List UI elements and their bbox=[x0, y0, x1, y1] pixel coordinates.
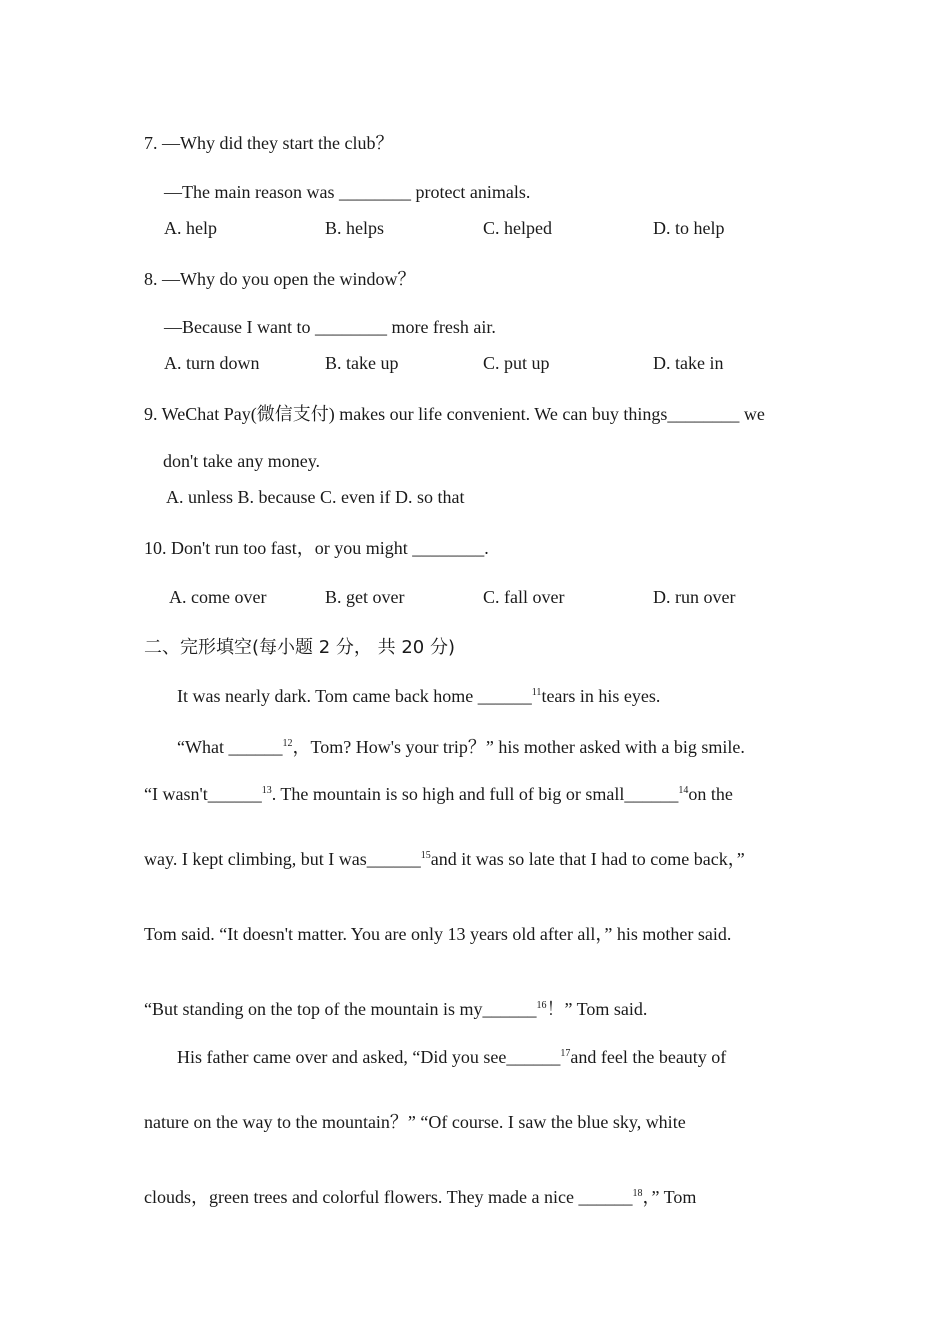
passage-text: and feel the beauty of bbox=[570, 1047, 727, 1067]
passage-text: way. I kept climbing, but I was______ bbox=[144, 849, 421, 869]
question-10-option-c: C. fall over bbox=[483, 587, 565, 607]
passage-line bbox=[144, 1186, 696, 1208]
passage-text: It was nearly dark. Tom came back home ______ bbox=[177, 686, 532, 706]
blank-number: 17 bbox=[560, 1048, 571, 1059]
question-8-option-d: D. take in bbox=[653, 353, 724, 373]
question-9-stem-continuation: don't take any money. bbox=[163, 451, 321, 471]
question-9-options: A. unless B. because C. even if D. so that bbox=[166, 487, 465, 507]
question-7-option-d: D. to help bbox=[653, 218, 725, 238]
passage-line bbox=[177, 736, 745, 758]
question-10-option-b: B. get over bbox=[325, 587, 405, 607]
passage-line bbox=[144, 783, 733, 805]
passage-text: ，” Tom bbox=[642, 1187, 697, 1207]
question-7-answer-line: —The main reason was ________ protect animals. bbox=[164, 182, 531, 202]
passage-line: Tom said. “It doesn't matter. You are only 13 years old after all，” his mother said. bbox=[144, 924, 732, 944]
question-7-stem: 7. —Why did they start the club？ bbox=[144, 133, 394, 153]
question-8-option-c: C. put up bbox=[483, 353, 550, 373]
blank-number: 16 bbox=[536, 1000, 547, 1011]
question-10-option-d: D. run over bbox=[653, 587, 736, 607]
question-7-option-b: B. helps bbox=[325, 218, 385, 238]
passage-line: nature on the way to the mountain？” “Of course. I saw the blue sky, white bbox=[144, 1112, 686, 1132]
section-2-heading: 二、完形填空(每小题 2 分， 共 20 分) bbox=[144, 637, 456, 658]
blank-number: 18 bbox=[632, 1188, 643, 1199]
passage-text: “I wasn't______ bbox=[144, 784, 262, 804]
passage-line bbox=[177, 1046, 726, 1068]
question-7-option-c: C. helped bbox=[483, 218, 552, 238]
passage-text: His father came over and asked, “Did you see______ bbox=[177, 1047, 561, 1067]
passage-text: and it was so late that I had to come back，” bbox=[430, 849, 745, 869]
question-10-stem: 10. Don't run too fast，or you might ________. bbox=[144, 538, 489, 558]
passage-text: ，Tom? How's your trip？” his mother asked with a big smile. bbox=[292, 737, 745, 757]
passage-text: “What ______ bbox=[177, 737, 283, 757]
passage-line bbox=[144, 998, 647, 1020]
question-7-option-a: A. help bbox=[164, 218, 217, 238]
passage-text: . The mountain is so high and full of big or small______ bbox=[271, 784, 679, 804]
passage-line bbox=[144, 848, 745, 870]
question-10-option-a: A. come over bbox=[169, 587, 267, 607]
blank-number: 13 bbox=[261, 785, 272, 796]
passage-text: tears in his eyes. bbox=[541, 686, 661, 706]
passage-text: “But standing on the top of the mountain is my______ bbox=[144, 999, 537, 1019]
blank-number: 14 bbox=[678, 785, 689, 796]
blank-number: 12 bbox=[282, 738, 293, 749]
passage-text: clouds，green trees and colorful flowers. They made a nice ______ bbox=[144, 1187, 633, 1207]
passage-text: on the bbox=[688, 784, 733, 804]
blank-number: 15 bbox=[420, 850, 431, 861]
question-9-stem: 9. WeChat Pay(微信支付) makes our life convenient. We can buy things________ we bbox=[144, 404, 765, 424]
question-8-answer-line: —Because I want to ________ more fresh air. bbox=[164, 317, 496, 337]
question-8-option-a: A. turn down bbox=[164, 353, 260, 373]
passage-text: ！” Tom said. bbox=[546, 999, 648, 1019]
question-8-stem: 8. —Why do you open the window？ bbox=[144, 269, 416, 289]
blank-number: 11 bbox=[531, 687, 542, 698]
passage-line bbox=[177, 685, 660, 707]
question-8-option-b: B. take up bbox=[325, 353, 399, 373]
